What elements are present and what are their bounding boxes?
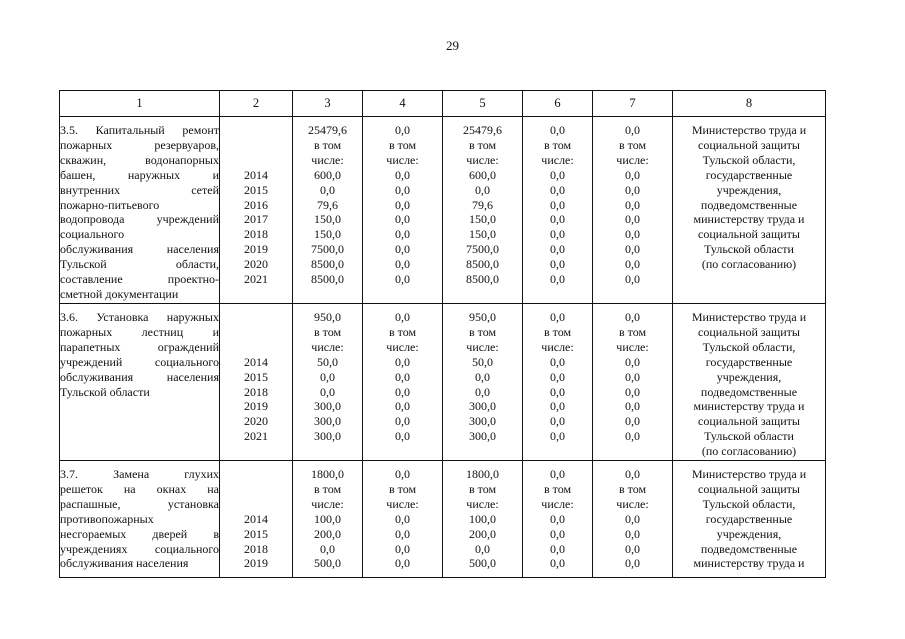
organization-line: социальной защиты bbox=[698, 324, 800, 339]
header-row bbox=[60, 91, 826, 117]
column-header: 4 bbox=[363, 91, 443, 117]
funding-value: 0,0 bbox=[395, 212, 410, 227]
funding-value: 0,0 bbox=[395, 182, 410, 197]
description-line: учреждениях социального bbox=[60, 541, 219, 556]
funding-value: 8500,0 bbox=[311, 272, 344, 287]
funding-value: 300,0 bbox=[469, 429, 496, 444]
funding-value: в том bbox=[618, 137, 647, 152]
funding-value: 0,0 bbox=[625, 467, 640, 481]
column-header: 6 bbox=[523, 91, 593, 117]
funding-value: 0,0 bbox=[625, 310, 640, 324]
funding-value: в том bbox=[543, 137, 572, 152]
program-table bbox=[59, 90, 826, 578]
years-spacer bbox=[220, 123, 292, 168]
funding-value: 0,0 bbox=[550, 369, 565, 384]
description-line: распашные, установка bbox=[60, 496, 219, 511]
funding-value: 8500,0 bbox=[466, 272, 499, 287]
funding-value: в том bbox=[468, 481, 497, 496]
organization-line: Тульской области, bbox=[702, 152, 796, 167]
description-line: 3.7. Замена глухих bbox=[60, 467, 219, 481]
description-line: скважин, водонапорных bbox=[60, 152, 219, 167]
funding-value: 950,0 bbox=[469, 310, 496, 324]
funding-value: в том bbox=[313, 137, 342, 152]
description-line: пожарных лестниц и bbox=[60, 324, 219, 339]
funding-value: в том bbox=[388, 481, 417, 496]
funding-value: числе: bbox=[541, 496, 574, 511]
funding-value: числе: bbox=[311, 152, 344, 167]
funding-value: 200,0 bbox=[314, 526, 341, 541]
funding-value: в том bbox=[468, 137, 497, 152]
funding-value: 0,0 bbox=[395, 310, 410, 324]
description-line: пожарных резервуаров, bbox=[60, 137, 219, 152]
organization-line: подведомственные bbox=[700, 197, 798, 212]
funding-col6-cell bbox=[523, 304, 593, 461]
funding-value: 79,6 bbox=[317, 197, 338, 212]
funding-value: 0,0 bbox=[550, 541, 565, 556]
funding-value: 0,0 bbox=[395, 384, 410, 399]
funding-value: в том bbox=[313, 324, 342, 339]
description-line: несгораемых дверей в bbox=[60, 526, 219, 541]
year-value: 2021 bbox=[244, 272, 268, 287]
funding-value: числе: bbox=[386, 339, 419, 354]
organization-line: учреждения, bbox=[716, 526, 782, 541]
year-value: 2017 bbox=[244, 212, 268, 227]
funding-value: в том bbox=[313, 481, 342, 496]
description-line: обслуживания населения bbox=[60, 556, 189, 571]
funding-value: 0,0 bbox=[625, 123, 640, 137]
years-spacer bbox=[220, 467, 292, 512]
funding-value: числе: bbox=[541, 339, 574, 354]
column-header: 3 bbox=[293, 91, 363, 117]
year-value: 2015 bbox=[244, 369, 268, 384]
description-line: обслуживания населения bbox=[60, 242, 219, 257]
funding-value: 0,0 bbox=[395, 414, 410, 429]
table-row bbox=[60, 461, 826, 578]
funding-value: 0,0 bbox=[475, 541, 490, 556]
funding-col4-cell bbox=[363, 461, 443, 578]
funding-col3-cell bbox=[293, 461, 363, 578]
measure-description bbox=[60, 117, 220, 304]
funding-value: 300,0 bbox=[314, 429, 341, 444]
year-value: 2019 bbox=[244, 556, 268, 571]
funding-value: 0,0 bbox=[550, 354, 565, 369]
funding-value: 79,6 bbox=[472, 197, 493, 212]
funding-value: 0,0 bbox=[475, 182, 490, 197]
funding-value: 8500,0 bbox=[311, 257, 344, 272]
description-line: Тульской области, bbox=[60, 257, 219, 272]
funding-col5-cell bbox=[443, 461, 523, 578]
funding-value: 0,0 bbox=[625, 369, 640, 384]
funding-value: 1800,0 bbox=[311, 467, 344, 481]
organization-line: (по согласованию) bbox=[701, 257, 797, 272]
column-header: 1 bbox=[60, 91, 220, 117]
organization-line: Тульской области bbox=[704, 429, 794, 444]
year-value: 2014 bbox=[244, 354, 268, 369]
organization-line: Тульской области, bbox=[702, 496, 796, 511]
organization-line: Министерство труда и bbox=[691, 310, 807, 324]
funding-value: 0,0 bbox=[550, 167, 565, 182]
funding-value: 0,0 bbox=[625, 556, 640, 571]
responsible-organization bbox=[673, 117, 826, 304]
organization-line: Тульской области bbox=[704, 242, 794, 257]
funding-value: 0,0 bbox=[550, 227, 565, 242]
description-line: башен, наружных и bbox=[60, 167, 219, 182]
funding-value: 100,0 bbox=[469, 511, 496, 526]
year-value: 2020 bbox=[244, 257, 268, 272]
funding-value: 150,0 bbox=[314, 212, 341, 227]
funding-col7-cell bbox=[593, 461, 673, 578]
funding-value: числе: bbox=[466, 152, 499, 167]
organization-line: Министерство труда и bbox=[691, 467, 807, 481]
funding-value: 300,0 bbox=[469, 414, 496, 429]
column-header: 2 bbox=[220, 91, 293, 117]
funding-value: 50,0 bbox=[472, 354, 493, 369]
description-line: водопровода учреждений bbox=[60, 212, 219, 227]
funding-value: 0,0 bbox=[625, 197, 640, 212]
years-cell bbox=[220, 304, 293, 461]
funding-value: в том bbox=[388, 324, 417, 339]
funding-value: 25479,6 bbox=[308, 123, 347, 137]
organization-line: государственные bbox=[705, 167, 793, 182]
funding-value: 0,0 bbox=[395, 399, 410, 414]
organization-line: подведомственные bbox=[700, 541, 798, 556]
funding-col4-cell bbox=[363, 304, 443, 461]
funding-value: 0,0 bbox=[395, 556, 410, 571]
funding-value: в том bbox=[388, 137, 417, 152]
funding-value: 0,0 bbox=[395, 541, 410, 556]
funding-value: 0,0 bbox=[625, 429, 640, 444]
funding-value: 0,0 bbox=[625, 212, 640, 227]
funding-value: 0,0 bbox=[395, 167, 410, 182]
funding-value: 0,0 bbox=[550, 123, 565, 137]
funding-value: 0,0 bbox=[550, 272, 565, 287]
funding-value: 0,0 bbox=[475, 369, 490, 384]
funding-value: 0,0 bbox=[550, 257, 565, 272]
funding-value: в том bbox=[543, 324, 572, 339]
funding-value: 7500,0 bbox=[466, 242, 499, 257]
organization-line: учреждения, bbox=[716, 369, 782, 384]
funding-value: 0,0 bbox=[550, 310, 565, 324]
funding-value: 0,0 bbox=[320, 541, 335, 556]
description-line: противопожарных bbox=[60, 511, 154, 526]
funding-value: числе: bbox=[616, 339, 649, 354]
funding-value: 0,0 bbox=[625, 242, 640, 257]
organization-line: социальной защиты bbox=[698, 414, 800, 429]
funding-value: 200,0 bbox=[469, 526, 496, 541]
funding-value: 0,0 bbox=[550, 511, 565, 526]
funding-col7-cell bbox=[593, 304, 673, 461]
table-row bbox=[60, 304, 826, 461]
funding-value: числе: bbox=[466, 496, 499, 511]
funding-value: 300,0 bbox=[469, 399, 496, 414]
funding-value: 0,0 bbox=[550, 467, 565, 481]
funding-value: 1800,0 bbox=[466, 467, 499, 481]
funding-value: числе: bbox=[541, 152, 574, 167]
funding-value: в том bbox=[468, 324, 497, 339]
funding-value: 150,0 bbox=[314, 227, 341, 242]
year-value: 2021 bbox=[244, 429, 268, 444]
funding-value: 0,0 bbox=[320, 182, 335, 197]
responsible-organization bbox=[673, 461, 826, 578]
funding-value: 50,0 bbox=[317, 354, 338, 369]
funding-value: 0,0 bbox=[550, 182, 565, 197]
funding-value: числе: bbox=[311, 496, 344, 511]
description-line: 3.6. Установка наружных bbox=[60, 310, 219, 324]
funding-value: 0,0 bbox=[320, 384, 335, 399]
funding-value: 0,0 bbox=[550, 212, 565, 227]
funding-col5-cell bbox=[443, 304, 523, 461]
funding-value: 0,0 bbox=[625, 272, 640, 287]
funding-value: 0,0 bbox=[395, 227, 410, 242]
description-line: социального bbox=[60, 227, 125, 242]
years-spacer bbox=[220, 310, 292, 355]
table-row bbox=[60, 117, 826, 304]
column-header: 7 bbox=[593, 91, 673, 117]
year-value: 2018 bbox=[244, 541, 268, 556]
year-value: 2014 bbox=[244, 167, 268, 182]
funding-value: 0,0 bbox=[550, 556, 565, 571]
organization-line: социальной защиты bbox=[698, 137, 800, 152]
year-value: 2019 bbox=[244, 242, 268, 257]
year-value: 2015 bbox=[244, 526, 268, 541]
funding-value: числе: bbox=[386, 496, 419, 511]
funding-value: 8500,0 bbox=[466, 257, 499, 272]
description-line: Тульской области bbox=[60, 384, 150, 399]
funding-value: 600,0 bbox=[469, 167, 496, 182]
funding-value: в том bbox=[618, 481, 647, 496]
funding-col7-cell bbox=[593, 117, 673, 304]
funding-value: 0,0 bbox=[395, 467, 410, 481]
page-number: 29 bbox=[446, 38, 459, 53]
funding-col5-cell bbox=[443, 117, 523, 304]
year-value: 2016 bbox=[244, 197, 268, 212]
year-value: 2015 bbox=[244, 182, 268, 197]
organization-line: подведомственные bbox=[700, 384, 798, 399]
funding-value: 0,0 bbox=[475, 384, 490, 399]
funding-value: 0,0 bbox=[625, 257, 640, 272]
funding-value: 0,0 bbox=[395, 511, 410, 526]
funding-col3-cell bbox=[293, 304, 363, 461]
funding-value: 0,0 bbox=[625, 182, 640, 197]
funding-value: 100,0 bbox=[314, 511, 341, 526]
description-line: решеток на окнах на bbox=[60, 481, 219, 496]
funding-value: 0,0 bbox=[395, 242, 410, 257]
funding-value: 0,0 bbox=[395, 429, 410, 444]
description-line: парапетных ограждений bbox=[60, 339, 219, 354]
funding-col6-cell bbox=[523, 461, 593, 578]
funding-value: 0,0 bbox=[625, 541, 640, 556]
funding-value: 0,0 bbox=[625, 526, 640, 541]
organization-line: социальной защиты bbox=[698, 227, 800, 242]
column-header: 5 bbox=[443, 91, 523, 117]
funding-value: 0,0 bbox=[550, 526, 565, 541]
funding-value: в том bbox=[543, 481, 572, 496]
organization-line: государственные bbox=[705, 354, 793, 369]
funding-value: 0,0 bbox=[625, 511, 640, 526]
funding-value: 25479,6 bbox=[463, 123, 502, 137]
description-line: внутренних сетей bbox=[60, 182, 219, 197]
description-line: пожарно-питьевого bbox=[60, 197, 160, 212]
funding-value: 0,0 bbox=[550, 414, 565, 429]
organization-line: министерству труда и bbox=[693, 399, 805, 414]
funding-value: 0,0 bbox=[395, 197, 410, 212]
funding-value: 0,0 bbox=[395, 354, 410, 369]
funding-value: 500,0 bbox=[314, 556, 341, 571]
funding-value: 0,0 bbox=[395, 369, 410, 384]
responsible-organization bbox=[673, 304, 826, 461]
description-line: обслуживания населения bbox=[60, 369, 219, 384]
funding-value: 0,0 bbox=[625, 227, 640, 242]
measure-description bbox=[60, 461, 220, 578]
funding-value: 0,0 bbox=[395, 272, 410, 287]
measure-description bbox=[60, 304, 220, 461]
year-value: 2018 bbox=[244, 384, 268, 399]
year-value: 2020 bbox=[244, 414, 268, 429]
funding-col6-cell bbox=[523, 117, 593, 304]
funding-value: 600,0 bbox=[314, 167, 341, 182]
description-line: составление проектно- bbox=[60, 272, 219, 287]
funding-value: 0,0 bbox=[625, 354, 640, 369]
description-line: учреждений социального bbox=[60, 354, 219, 369]
funding-value: 0,0 bbox=[550, 242, 565, 257]
funding-value: 0,0 bbox=[320, 369, 335, 384]
organization-line: Тульской области, bbox=[702, 339, 796, 354]
funding-value: 0,0 bbox=[625, 384, 640, 399]
funding-value: 0,0 bbox=[625, 414, 640, 429]
funding-value: 0,0 bbox=[395, 257, 410, 272]
description-line: 3.5. Капитальный ремонт bbox=[60, 123, 219, 137]
organization-line: министерству труда и bbox=[693, 556, 805, 571]
funding-value: 0,0 bbox=[395, 123, 410, 137]
organization-line: учреждения, bbox=[716, 182, 782, 197]
description-line: сметной документации bbox=[60, 286, 179, 301]
funding-value: 300,0 bbox=[314, 414, 341, 429]
organization-line: социальной защиты bbox=[698, 481, 800, 496]
funding-value: 0,0 bbox=[625, 167, 640, 182]
funding-col3-cell bbox=[293, 117, 363, 304]
funding-value: 0,0 bbox=[550, 384, 565, 399]
funding-value: 300,0 bbox=[314, 399, 341, 414]
funding-value: числе: bbox=[386, 152, 419, 167]
funding-value: 0,0 bbox=[550, 197, 565, 212]
funding-value: числе: bbox=[616, 152, 649, 167]
years-cell bbox=[220, 461, 293, 578]
year-value: 2018 bbox=[244, 227, 268, 242]
funding-value: 7500,0 bbox=[311, 242, 344, 257]
funding-value: 150,0 bbox=[469, 212, 496, 227]
column-header: 8 bbox=[673, 91, 826, 117]
year-value: 2019 bbox=[244, 399, 268, 414]
funding-value: 500,0 bbox=[469, 556, 496, 571]
funding-value: 0,0 bbox=[550, 399, 565, 414]
funding-value: 0,0 bbox=[550, 429, 565, 444]
organization-line: Министерство труда и bbox=[691, 123, 807, 137]
funding-value: 150,0 bbox=[469, 227, 496, 242]
organization-line: (по согласованию) bbox=[701, 444, 797, 459]
years-cell bbox=[220, 117, 293, 304]
organization-line: министерству труда и bbox=[693, 212, 805, 227]
funding-value: в том bbox=[618, 324, 647, 339]
funding-value: числе: bbox=[466, 339, 499, 354]
funding-value: числе: bbox=[311, 339, 344, 354]
funding-value: 0,0 bbox=[625, 399, 640, 414]
year-value: 2014 bbox=[244, 511, 268, 526]
funding-value: 0,0 bbox=[395, 526, 410, 541]
funding-value: числе: bbox=[616, 496, 649, 511]
funding-col4-cell bbox=[363, 117, 443, 304]
organization-line: государственные bbox=[705, 511, 793, 526]
funding-value: 950,0 bbox=[314, 310, 341, 324]
